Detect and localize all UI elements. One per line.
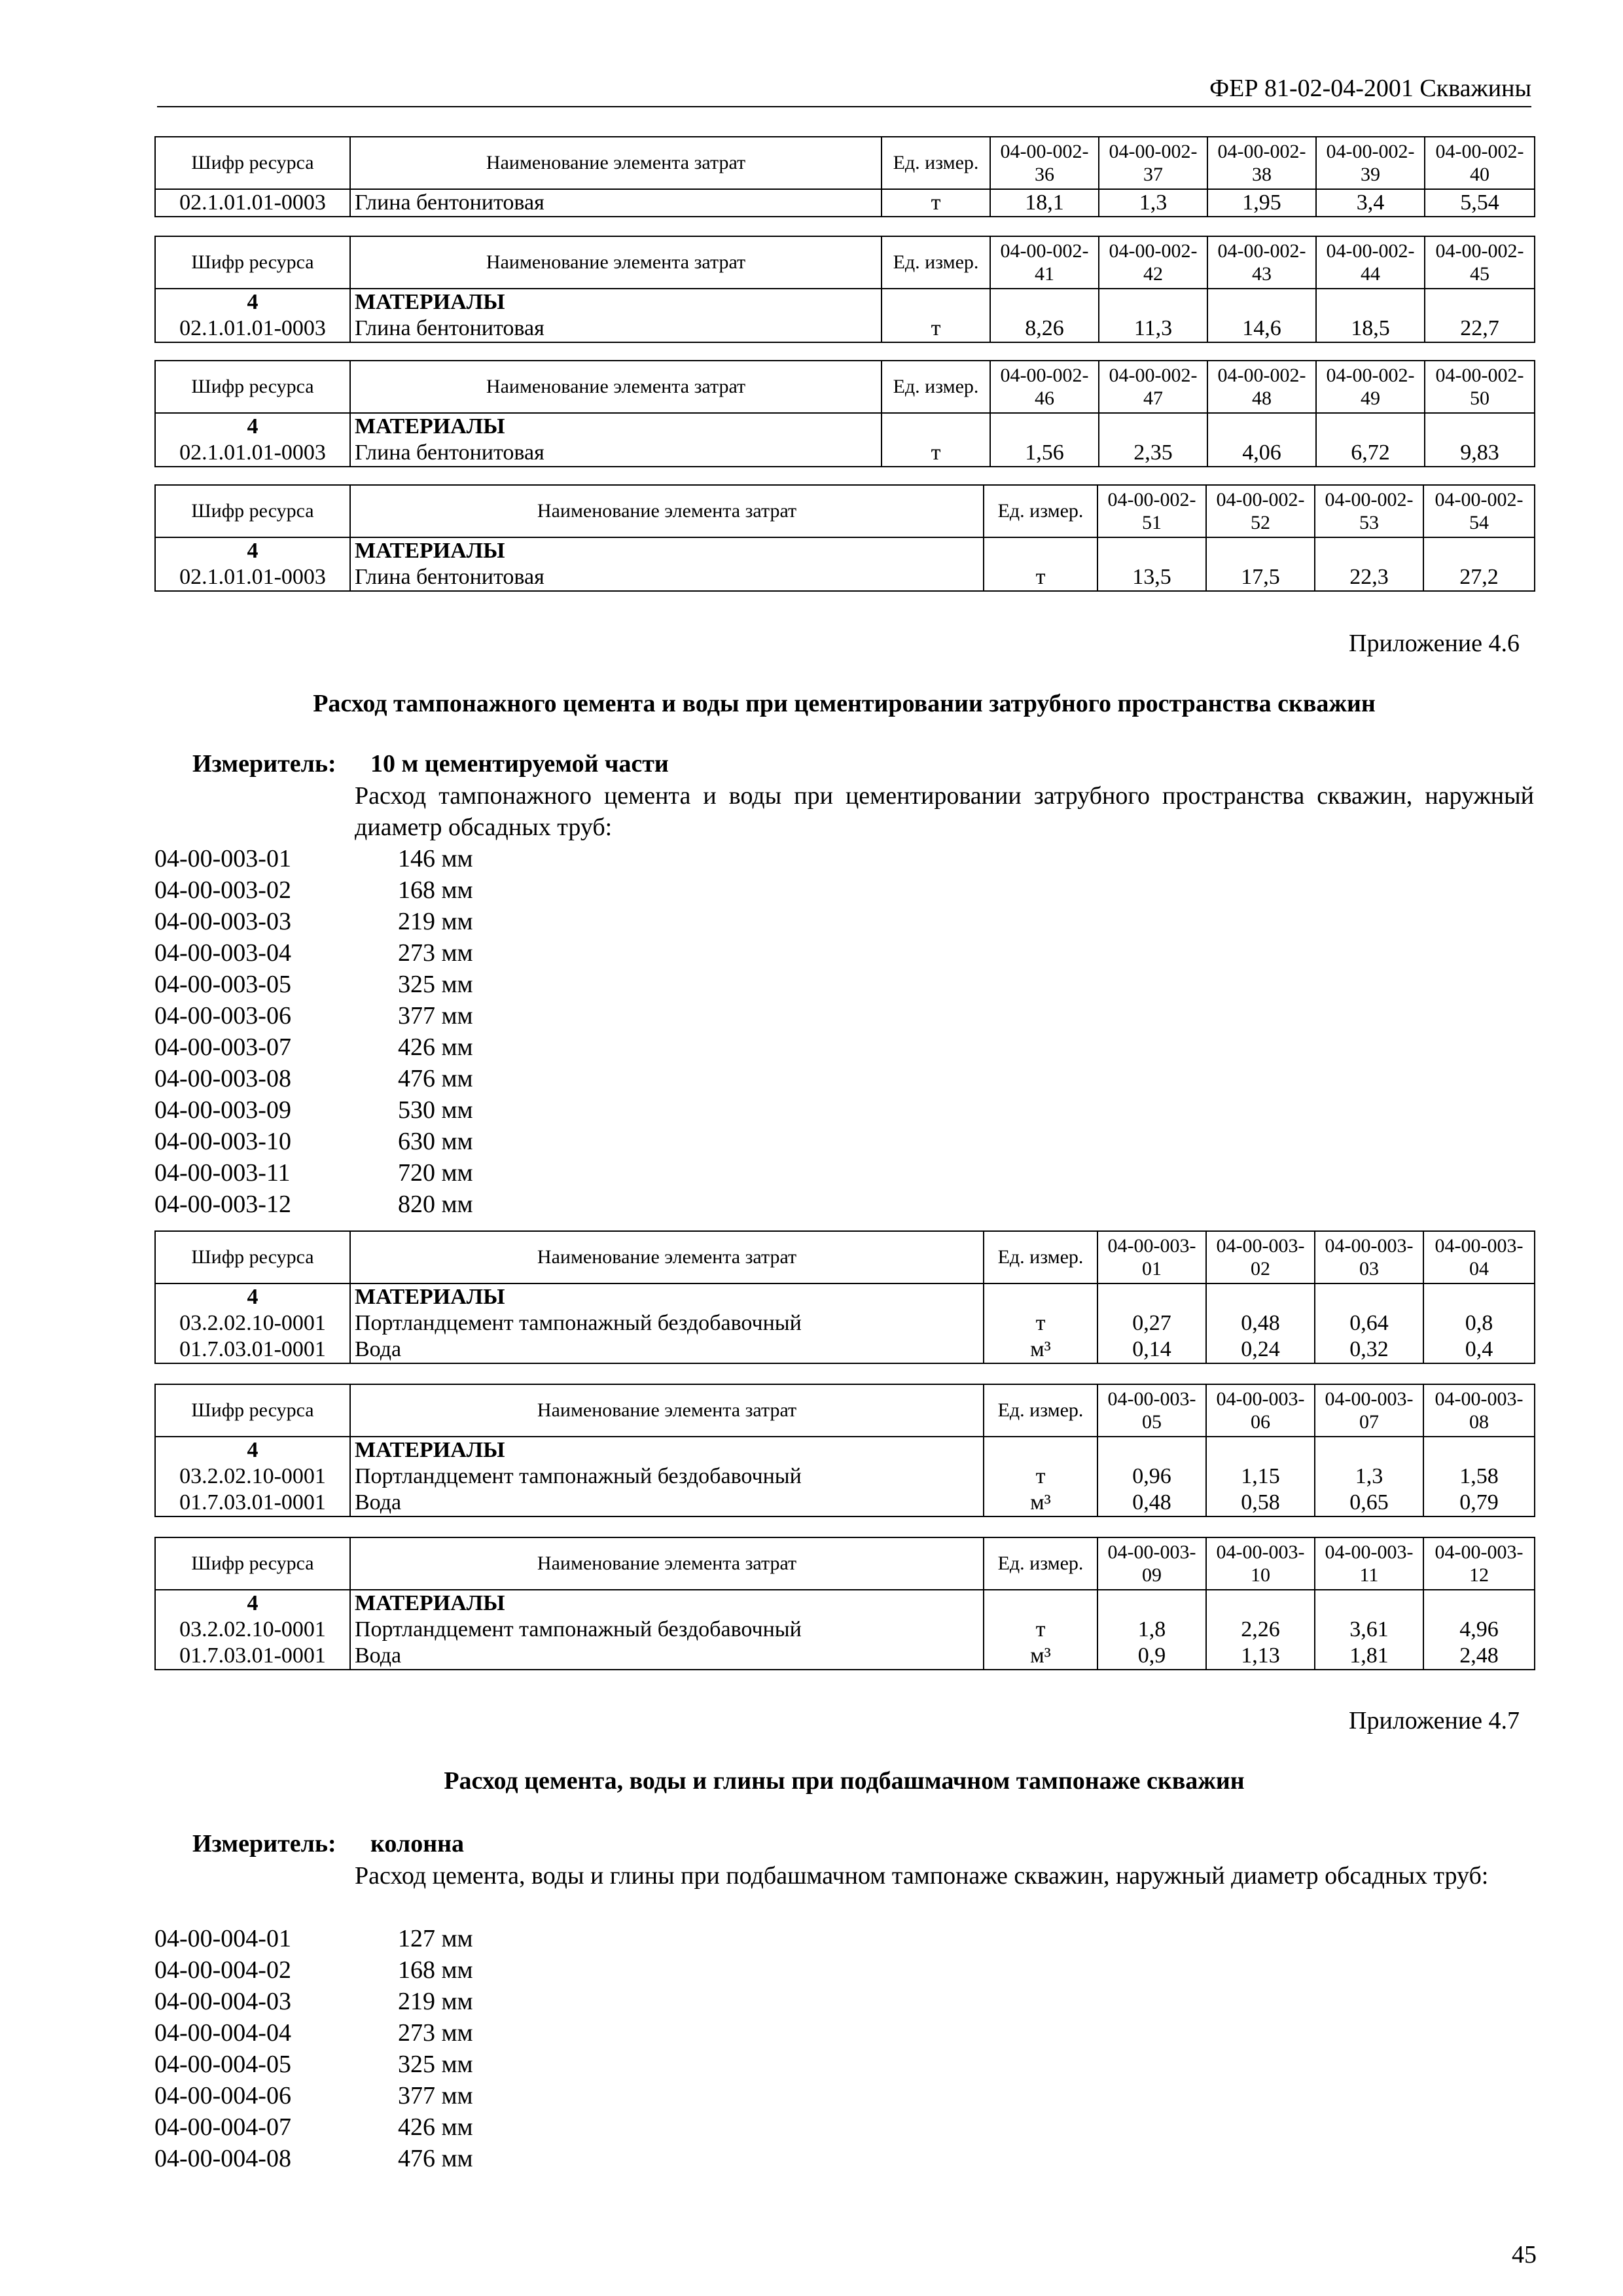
item-code: 04-00-004-02 [154,1956,291,1984]
col-header-rate: 04-00-002-53 [1315,485,1423,537]
list-item [154,937,473,969]
resource-value: 0,79 [1423,1490,1535,1516]
col-header-unit: Ед. измер. [882,361,990,413]
list-item [154,1000,473,1031]
resource-unit: т [882,189,990,217]
col-header-rate: 04-00-003-07 [1315,1384,1423,1437]
appendix-label: Приложение 4.7 [1349,1707,1520,1734]
col-header-name: Наименование элемента затрат [350,1384,984,1437]
code-list [154,1923,473,2174]
resource-value: 1,58 [1423,1463,1535,1490]
col-header-rate: 04-00-003-04 [1423,1231,1535,1283]
resource-value: 14,6 [1207,315,1316,342]
col-header-rate: 04-00-002-41 [990,236,1099,289]
item-value: 146 мм [398,845,473,872]
list-item [154,1157,473,1189]
item-code: 04-00-003-05 [154,971,291,998]
list-item [154,1954,473,1986]
resource-code: 03.2.02.10-0001 [155,1617,350,1643]
table-row [155,440,1535,467]
section-code: 4 [155,1437,350,1463]
resource-code: 02.1.01.01-0003 [155,564,350,591]
resource-table-5 [154,1230,1535,1364]
item-code: 04-00-004-03 [154,1988,291,2015]
resource-value: 3,61 [1315,1617,1423,1643]
table-row [155,1463,1535,1490]
item-code: 04-00-003-04 [154,939,291,967]
col-header-rate: 04-00-003-11 [1315,1537,1423,1590]
item-value: 476 мм [398,1065,473,1092]
col-header-code: Шифр ресурса [155,1537,350,1590]
measure-value: колонна [370,1830,465,1857]
resource-unit: т [984,564,1097,591]
description-text: Расход тампонажного цемента и воды при цементировании затрубного пространства скважин, наружный диаметр обсадных труб: [355,782,1534,841]
list-item [154,1031,473,1063]
col-header-code: Шифр ресурса [155,1231,350,1283]
col-header-rate: 04-00-003-05 [1097,1384,1206,1437]
code-list [154,843,473,1220]
col-header-unit: Ед. измер. [984,1231,1097,1283]
resource-value: 1,81 [1315,1643,1423,1670]
table-row [155,1643,1535,1670]
table-row [155,1617,1535,1643]
table-row [155,564,1535,591]
resource-value: 1,3 [1099,189,1207,217]
resource-value: 4,96 [1423,1617,1535,1643]
col-header-rate: 04-00-003-01 [1097,1231,1206,1283]
section-row [155,1590,1535,1617]
list-item [154,1126,473,1157]
resource-value: 22,7 [1425,315,1535,342]
col-header-rate: 04-00-002-52 [1206,485,1315,537]
resource-value: 0,9 [1097,1643,1206,1670]
col-header-rate: 04-00-002-47 [1099,361,1207,413]
item-value: 426 мм [398,1033,473,1061]
resource-value: 0,14 [1097,1336,1206,1363]
item-code: 04-00-003-12 [154,1191,291,1218]
resource-name: Глина бентонитовая [350,564,984,591]
resource-value: 3,4 [1316,189,1425,217]
col-header-unit: Ед. измер. [984,485,1097,537]
resource-value: 13,5 [1097,564,1206,591]
col-header-rate: 04-00-002-48 [1207,361,1316,413]
col-header-rate: 04-00-002-43 [1207,236,1316,289]
page-number: 45 [1512,2241,1537,2269]
resource-unit: т [984,1463,1097,1490]
col-header-rate: 04-00-002-46 [990,361,1099,413]
resource-code: 02.1.01.01-0003 [155,189,350,217]
col-header-rate: 04-00-002-38 [1207,137,1316,189]
table-row [155,1336,1535,1363]
section-code: 4 [155,537,350,564]
resource-value: 18,1 [990,189,1099,217]
col-header-rate: 04-00-002-44 [1316,236,1425,289]
list-item [154,1063,473,1094]
resource-value: 0,96 [1097,1463,1206,1490]
table-row [155,1310,1535,1336]
col-header-rate: 04-00-002-50 [1425,361,1535,413]
resource-value: 0,48 [1206,1310,1315,1336]
measure-value: 10 м цементируемой части [370,750,669,778]
table-row [155,189,1535,217]
resource-unit: м³ [984,1336,1097,1363]
resource-value: 0,32 [1315,1336,1423,1363]
item-code: 04-00-003-06 [154,1002,291,1030]
table-row [155,1490,1535,1516]
section-row [155,1437,1535,1463]
col-header-name: Наименование элемента затрат [350,137,882,189]
resource-code: 03.2.02.10-0001 [155,1310,350,1336]
list-item [154,906,473,937]
section-row [155,289,1535,315]
section-title: МАТЕРИАЛЫ [350,1590,984,1617]
resource-value: 0,8 [1423,1310,1535,1336]
item-value: 377 мм [398,1002,473,1030]
col-header-code: Шифр ресурса [155,236,350,289]
measure-label: Измеритель: [192,750,336,778]
col-header-rate: 04-00-003-12 [1423,1537,1535,1590]
section-code: 4 [155,413,350,440]
item-value: 325 мм [398,2051,473,2078]
item-value: 820 мм [398,1191,473,1218]
resource-value: 27,2 [1423,564,1535,591]
col-header-rate: 04-00-003-02 [1206,1231,1315,1283]
col-header-rate: 04-00-002-54 [1423,485,1535,537]
col-header-unit: Ед. измер. [984,1537,1097,1590]
resource-value: 0,58 [1206,1490,1315,1516]
item-value: 273 мм [398,939,473,967]
resource-unit: т [882,440,990,467]
item-code: 04-00-004-01 [154,1925,291,1952]
resource-value: 1,56 [990,440,1099,467]
resource-value: 0,64 [1315,1310,1423,1336]
col-header-rate: 04-00-003-09 [1097,1537,1206,1590]
col-header-rate: 04-00-002-40 [1425,137,1535,189]
resource-value: 1,95 [1207,189,1316,217]
resource-value: 1,8 [1097,1617,1206,1643]
item-value: 630 мм [398,1128,473,1155]
resource-value: 5,54 [1425,189,1535,217]
measure-unit [192,749,669,779]
list-item [154,1986,473,2017]
item-code: 04-00-004-05 [154,2051,291,2078]
measure-label: Измеритель: [192,1830,336,1857]
list-item [154,843,473,874]
resource-name: Портландцемент тампонажный бездобавочный [350,1463,984,1490]
list-item [154,1189,473,1220]
table-row [155,315,1535,342]
item-code: 04-00-004-08 [154,2145,291,2172]
resource-name: Вода [350,1643,984,1670]
resource-value: 0,24 [1206,1336,1315,1363]
resource-code: 01.7.03.01-0001 [155,1490,350,1516]
resource-table-3 [154,360,1535,467]
resource-code: 02.1.01.01-0003 [155,315,350,342]
col-header-rate: 04-00-003-10 [1206,1537,1315,1590]
item-value: 168 мм [398,1956,473,1984]
measure-unit [192,1829,464,1859]
resource-name: Портландцемент тампонажный бездобавочный [350,1310,984,1336]
resource-value: 11,3 [1099,315,1207,342]
col-header-code: Шифр ресурса [155,1384,350,1437]
col-header-rate: 04-00-002-51 [1097,485,1206,537]
section-row [155,537,1535,564]
list-item [154,2080,473,2111]
item-value: 219 мм [398,908,473,935]
list-item [154,2143,473,2174]
col-header-rate: 04-00-003-03 [1315,1231,1423,1283]
col-header-code: Шифр ресурса [155,137,350,189]
resource-value: 1,3 [1315,1463,1423,1490]
col-header-rate: 04-00-002-37 [1099,137,1207,189]
col-header-code: Шифр ресурса [155,485,350,537]
item-value: 377 мм [398,2082,473,2109]
col-header-rate: 04-00-002-42 [1099,236,1207,289]
section-title: МАТЕРИАЛЫ [350,289,882,315]
resource-value: 2,48 [1423,1643,1535,1670]
resource-value: 18,5 [1316,315,1425,342]
resource-name: Вода [350,1336,984,1363]
resource-unit: м³ [984,1490,1097,1516]
resource-table-1 [154,136,1535,217]
description-text: Расход цемента, воды и глины при подбашмачном тампонаже скважин, наружный диаметр обсадных труб: [355,1862,1489,1890]
col-header-name: Наименование элемента затрат [350,485,984,537]
resource-name: Глина бентонитовая [350,315,882,342]
resource-value: 0,27 [1097,1310,1206,1336]
section-title: МАТЕРИАЛЫ [350,1437,984,1463]
item-value: 325 мм [398,971,473,998]
item-code: 04-00-004-07 [154,2113,291,2141]
resource-value: 22,3 [1315,564,1423,591]
item-code: 04-00-003-08 [154,1065,291,1092]
resource-value: 1,13 [1206,1643,1315,1670]
resource-value: 6,72 [1316,440,1425,467]
resource-unit: м³ [984,1643,1097,1670]
resource-value: 1,15 [1206,1463,1315,1490]
col-header-rate: 04-00-003-08 [1423,1384,1535,1437]
resource-value: 17,5 [1206,564,1315,591]
item-code: 04-00-003-10 [154,1128,291,1155]
resource-name: Портландцемент тампонажный бездобавочный [350,1617,984,1643]
resource-table-7 [154,1537,1535,1670]
resource-code: 01.7.03.01-0001 [155,1643,350,1670]
col-header-name: Наименование элемента затрат [350,361,882,413]
col-header-name: Наименование элемента затрат [350,1231,984,1283]
resource-name: Глина бентонитовая [350,440,882,467]
item-code: 04-00-003-02 [154,876,291,904]
resource-code: 03.2.02.10-0001 [155,1463,350,1490]
item-value: 219 мм [398,1988,473,2015]
col-header-rate: 04-00-002-45 [1425,236,1535,289]
list-item [154,2017,473,2049]
section-row [155,413,1535,440]
item-value: 426 мм [398,2113,473,2141]
col-header-rate: 04-00-003-06 [1206,1384,1315,1437]
item-value: 476 мм [398,2145,473,2172]
section-code: 4 [155,289,350,315]
col-header-rate: 04-00-002-36 [990,137,1099,189]
section-row [155,1283,1535,1310]
appendix-label: Приложение 4.6 [1349,630,1520,657]
resource-value: 9,83 [1425,440,1535,467]
resource-table-2 [154,236,1535,343]
list-item [154,1923,473,1954]
section-code: 4 [155,1283,350,1310]
running-header: ФЕР 81-02-04-2001 Скважины [157,73,1531,107]
list-item [154,874,473,906]
section-title: МАТЕРИАЛЫ [350,537,984,564]
col-header-unit: Ед. измер. [882,137,990,189]
resource-table-4 [154,484,1535,592]
section-title: МАТЕРИАЛЫ [350,413,882,440]
resource-value: 0,48 [1097,1490,1206,1516]
resource-name: Глина бентонитовая [350,189,882,217]
list-item [154,2111,473,2143]
resource-value: 2,35 [1099,440,1207,467]
item-value: 720 мм [398,1159,473,1187]
item-value: 127 мм [398,1925,473,1952]
resource-value: 0,4 [1423,1336,1535,1363]
resource-value: 2,26 [1206,1617,1315,1643]
resource-table-6 [154,1384,1535,1517]
section-heading: Расход цемента, воды и глины при подбашмачном тампонаже скважин [444,1767,1245,1795]
resource-value: 8,26 [990,315,1099,342]
list-item [154,2049,473,2080]
resource-code: 01.7.03.01-0001 [155,1336,350,1363]
resource-code: 02.1.01.01-0003 [155,440,350,467]
section-title: МАТЕРИАЛЫ [350,1283,984,1310]
col-header-name: Наименование элемента затрат [350,1537,984,1590]
resource-name: Вода [350,1490,984,1516]
item-value: 168 мм [398,876,473,904]
col-header-unit: Ед. измер. [984,1384,1097,1437]
item-value: 530 мм [398,1096,473,1124]
section-code: 4 [155,1590,350,1617]
item-code: 04-00-003-09 [154,1096,291,1124]
resource-unit: т [882,315,990,342]
col-header-code: Шифр ресурса [155,361,350,413]
item-code: 04-00-003-01 [154,845,291,872]
section-heading: Расход тампонажного цемента и воды при цементировании затрубного пространства скважин [313,690,1376,717]
list-item [154,1094,473,1126]
col-header-rate: 04-00-002-39 [1316,137,1425,189]
col-header-rate: 04-00-002-49 [1316,361,1425,413]
item-code: 04-00-004-06 [154,2082,291,2109]
item-code: 04-00-003-07 [154,1033,291,1061]
resource-unit: т [984,1617,1097,1643]
col-header-unit: Ед. измер. [882,236,990,289]
resource-value: 0,65 [1315,1490,1423,1516]
item-code: 04-00-004-04 [154,2019,291,2047]
col-header-name: Наименование элемента затрат [350,236,882,289]
item-value: 273 мм [398,2019,473,2047]
item-code: 04-00-003-11 [154,1159,291,1187]
item-code: 04-00-003-03 [154,908,291,935]
list-item [154,969,473,1000]
resource-value: 4,06 [1207,440,1316,467]
resource-unit: т [984,1310,1097,1336]
